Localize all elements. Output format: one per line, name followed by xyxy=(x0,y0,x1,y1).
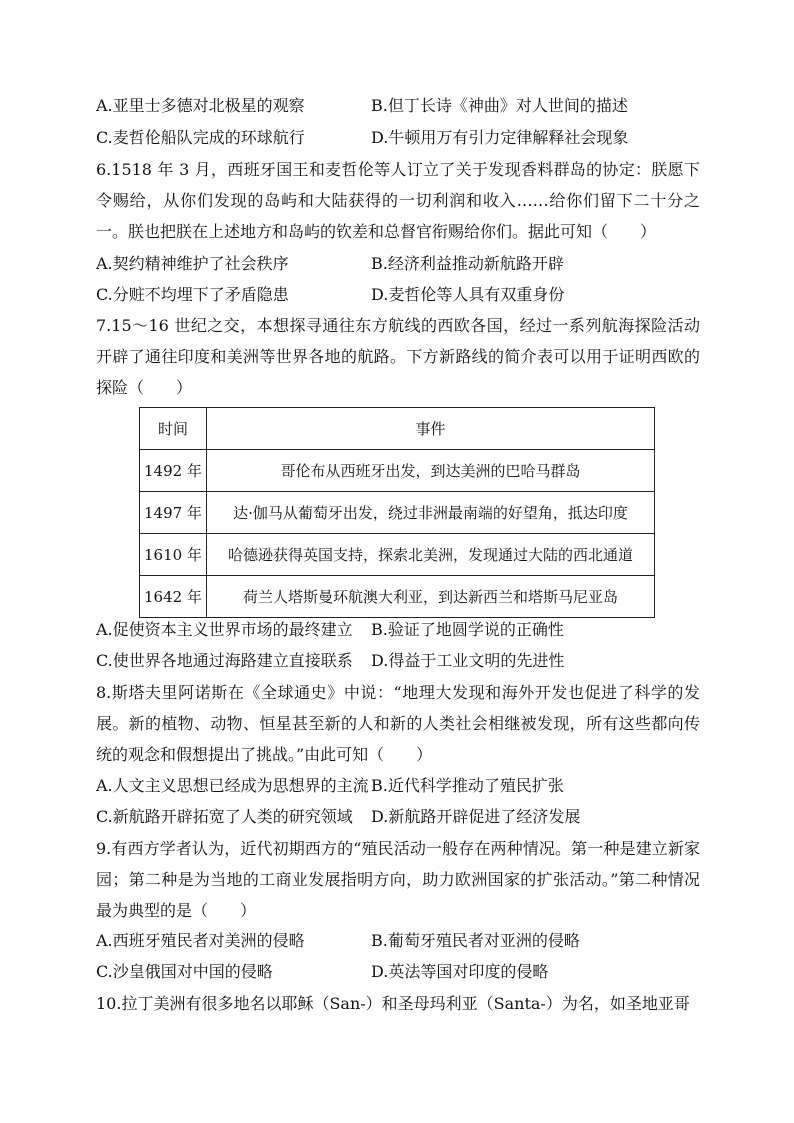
table-cell-event: 哈德逊获得英国支持，探索北美洲，发现通过大陆的西北通道 xyxy=(207,534,655,576)
q6-option-c: C.分赃不均埋下了矛盾隐患 xyxy=(96,285,289,304)
q9-option-d: D.英法等国对印度的侵略 xyxy=(371,962,549,981)
q7-option-a: A.促使资本主义世界市场的最终建立 xyxy=(96,620,353,639)
table-row xyxy=(140,450,655,492)
table-cell-event: 荷兰人塔斯曼环航澳大利亚，到达新西兰和塔斯马尼亚岛 xyxy=(207,576,655,618)
q7-option-c: C.使世界各地通过海路建立直接联系 xyxy=(96,651,353,670)
table-cell-event: 哥伦布从西班牙出发，到达美洲的巴哈马群岛 xyxy=(207,450,655,492)
q7-option-b: B.验证了地圆学说的正确性 xyxy=(371,620,564,639)
q6-stem: 6.1518 年 3 月，西班牙国王和麦哲伦等人订立了关于发现香料群岛的协定：朕愿下令赐给，从你们发现的岛屿和大陆获得的一切利润和收入……给你们留下二十分之一。朕也把朕在上述地方和岛屿的钦差和总督官衔赐给你们。据此可知（ ） xyxy=(96,160,700,241)
q10-stem: 10.拉丁美洲有很多地名以耶稣（San-）和圣母玛利亚（Santa-）为名，如圣地亚哥 xyxy=(96,994,690,1013)
q9-option-a: A.西班牙殖民者对美洲的侵略 xyxy=(96,931,305,950)
q6-option-a: A.契约精神维护了社会秩序 xyxy=(96,254,289,273)
q6-option-b: B.经济利益推动新航路开辟 xyxy=(371,254,564,273)
q8-option-d: D.新航路开辟促进了经济发展 xyxy=(371,807,581,826)
table-row xyxy=(140,576,655,618)
q5-option-a: A.亚里士多德对北极星的观察 xyxy=(96,96,305,115)
table-cell-event: 达·伽马从葡萄牙出发，绕过非洲最南端的好望角，抵达印度 xyxy=(207,492,655,534)
table-cell-year: 1492 年 xyxy=(140,450,207,492)
q8-stem: 8.斯塔夫里阿诺斯在《全球通史》中说：“地理大发现和海外开发也促进了科学的发展。新的植物、动物、恒星甚至新的人和新的人类社会相继被发现，所有这些都向传统的观念和假想提出了挑战。”由此可知（ ） xyxy=(96,683,700,764)
q8-option-b: B.近代科学推动了殖民扩张 xyxy=(371,776,564,795)
table-cell-year: 1610 年 xyxy=(140,534,207,576)
table-header-row xyxy=(140,408,655,450)
table-cell-year: 1642 年 xyxy=(140,576,207,618)
q5-option-b: B.但丁长诗《神曲》对人世间的描述 xyxy=(371,96,628,115)
q8-option-c: C.新航路开辟拓宽了人类的研究领域 xyxy=(96,807,353,826)
q7-option-d: D.得益于工业文明的先进性 xyxy=(371,651,565,670)
q5-option-d: D.牛顿用万有引力定律解释社会现象 xyxy=(371,128,629,147)
table-header-time: 时间 xyxy=(140,408,207,450)
q9-option-c: C.沙皇俄国对中国的侵略 xyxy=(96,962,273,981)
table-row xyxy=(140,492,655,534)
q9-option-b: B.葡萄牙殖民者对亚洲的侵略 xyxy=(371,931,580,950)
table-row xyxy=(140,534,655,576)
exploration-routes-table xyxy=(139,407,655,618)
q9-stem: 9.有西方学者认为，近代初期西方的“殖民活动一般存在两种情况。第一种是建立新家园；第二种是为当地的工商业发展指明方向，助力欧洲国家的扩张活动。”第二种情况最为典型的是（ ） xyxy=(96,839,700,920)
table-cell-year: 1497 年 xyxy=(140,492,207,534)
table-header-event: 事件 xyxy=(207,408,655,450)
q6-option-d: D.麦哲伦等人具有双重身份 xyxy=(371,285,565,304)
q7-stem: 7.15～16 世纪之交，本想探寻通往东方航线的西欧各国，经过一系列航海探险活动开辟了通往印度和美洲等世界各地的航路。下方新路线的简介表可以用于证明西欧的探险（ ） xyxy=(96,316,700,397)
q8-option-a: A.人文主义思想已经成为思想界的主流 xyxy=(96,776,369,795)
q5-option-c: C.麦哲伦船队完成的环球航行 xyxy=(96,128,305,147)
